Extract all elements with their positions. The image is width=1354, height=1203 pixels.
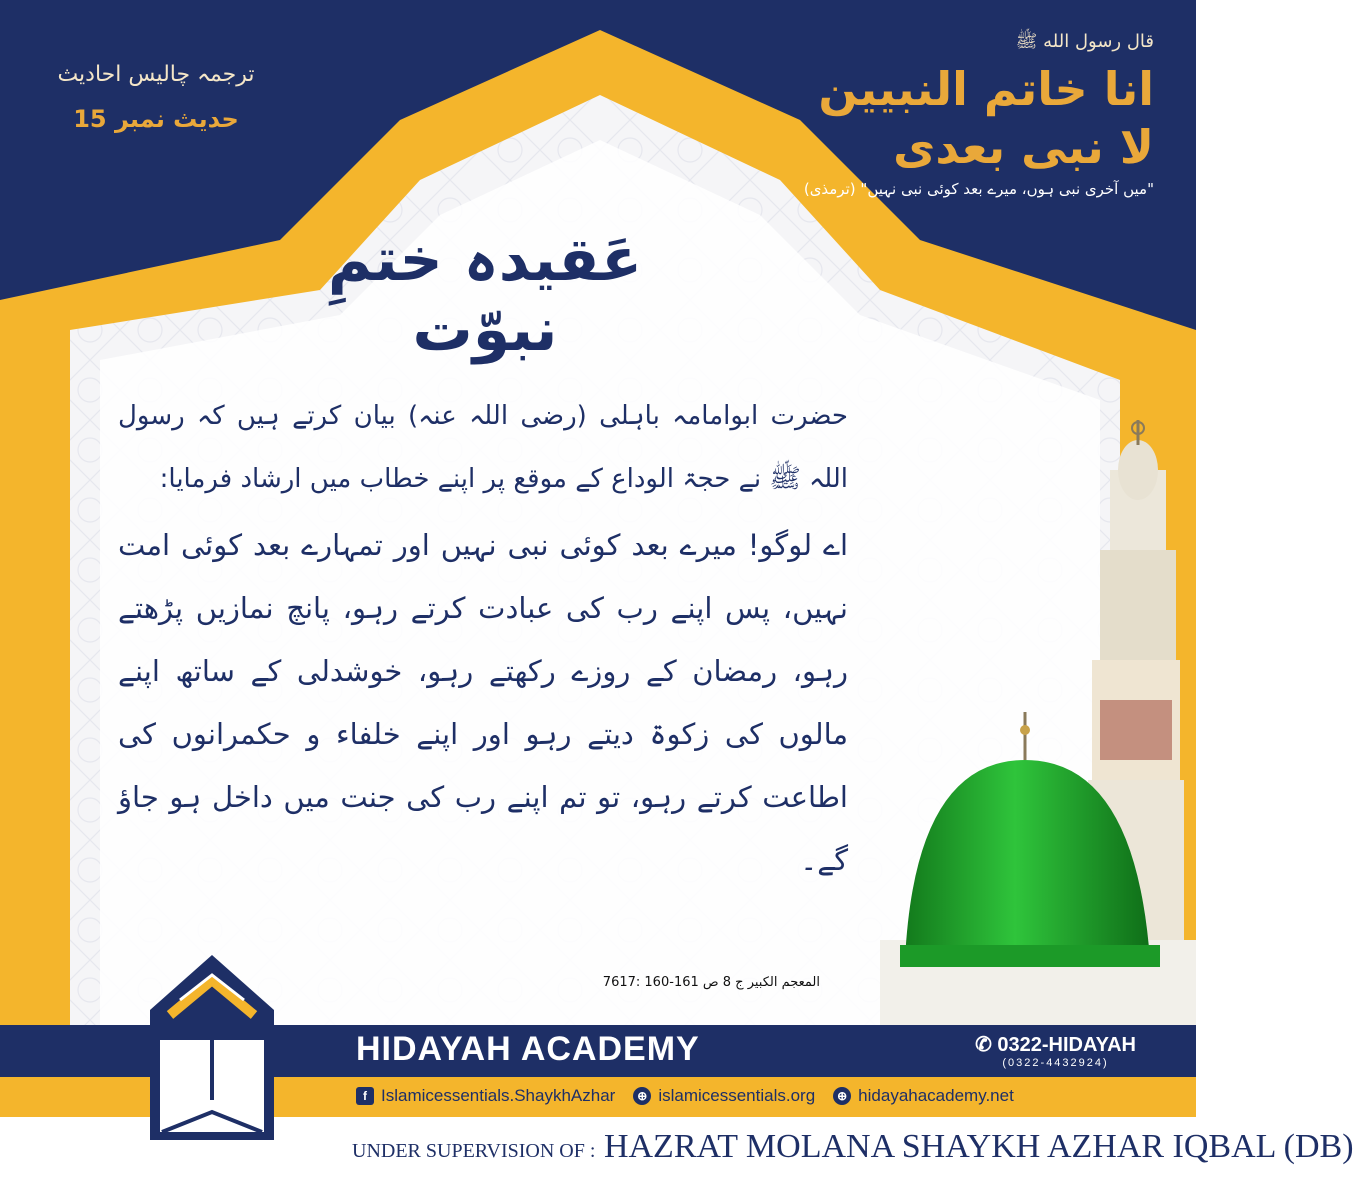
series-label-block [36,62,276,133]
globe-icon: ⊕ [633,1087,651,1105]
series-label: ترجمہ چالیس احادیث [57,62,255,87]
facebook-icon: f [356,1087,374,1105]
supervisor-name: HAZRAT MOLANA SHAYKH AZHAR IQBAL (DB) [603,1128,1354,1165]
website-1-text: islamicessentials.org [658,1086,816,1105]
phone-icon: ✆ [975,1034,998,1056]
qaal-label: قال رسول الله ﷺ [1015,31,1154,52]
contact-links [356,1084,1156,1108]
website-link-1[interactable] [633,1086,815,1106]
phone-block[interactable] [975,1032,1136,1069]
hadith-intro: حضرت ابوامامہ باہلی (رضی اللہ عنہ) بیان کرتے ہیں کہ رسول اللہ ﷺ نے حجۃ الوداع کے موقع پر اپنے خطاب میں ارشاد فرمایا: [118,401,848,494]
website-2-text: hidayahacademy.net [858,1086,1014,1105]
supervision-line [352,1128,1354,1166]
academy-name: HIDAYAH ACADEMY [356,1030,700,1068]
facebook-text: Islamicessentials.ShaykhAzhar [381,1086,616,1105]
facebook-link[interactable] [356,1086,615,1106]
globe-icon: ⊕ [833,1087,851,1105]
website-link-2[interactable] [833,1086,1014,1106]
hadith-translation: "میں آخری نبی ہوں، میرے بعد کوئی نبی نہیں" (ترمذی) [803,180,1154,198]
header-hadith-block [774,30,1154,198]
supervision-prefix: UNDER SUPERVISION OF : [352,1140,596,1162]
page-title: عَقیدہ ختمِ نبوّت [327,225,643,365]
hadith-body [118,385,848,892]
hadith-number-label: حدیث نمبر 15 [73,105,239,133]
phone-numeric: (0322-4432924) [1002,1057,1109,1069]
source-reference: المعجم الکبیر ج 8 ص 161-160 :7617 [602,975,820,990]
arabic-hadith-heading: انا خاتم النبیین لا نبی بعدی [818,62,1154,174]
phone-text: 0322-HIDAYAH [997,1034,1136,1056]
hadith-text: اے لوگو! میرے بعد کوئی نبی نہیں اور تمہارے بعد کوئی امت نہیں، پس اپنے رب کی عبادت کرتے رہو، پانچ نمازیں پڑھتے رہو، رمضان کے روزے رکھتے رہو، خوشدلی کے ساتھ اپنے مالوں کی زکوۃ دیتے رہو اور اپنے خلفاء و حکمرانوں کی اطاعت کرتے رہو، تو تم اپنے رب کی جنت میں داخل ہو جاؤ گے۔ [118,528,848,877]
